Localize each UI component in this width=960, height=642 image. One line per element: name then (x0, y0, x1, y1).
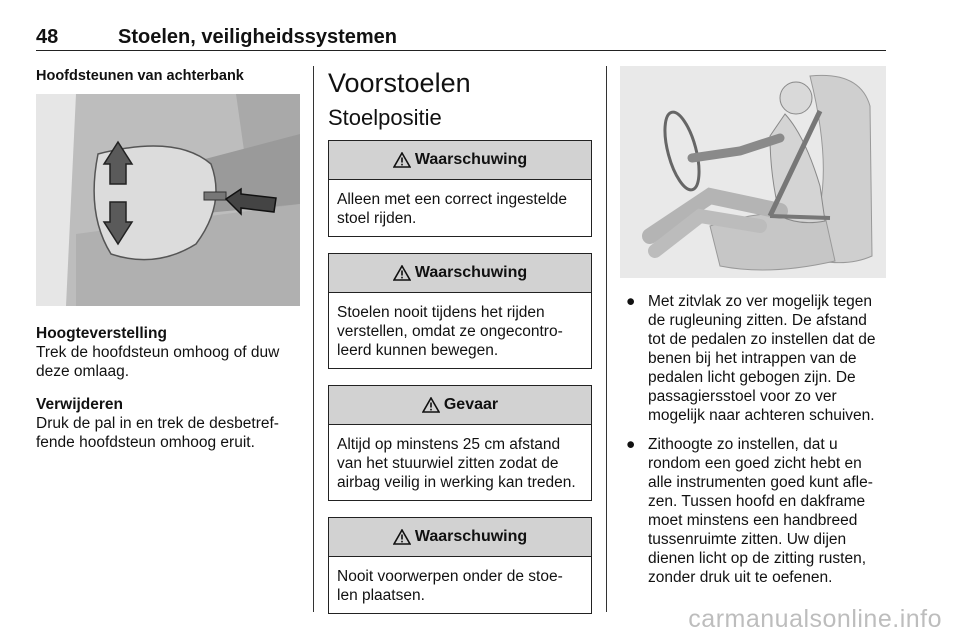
headrest-illustration (36, 94, 300, 306)
page-header (36, 26, 886, 51)
box-label: Waarschuwing (414, 264, 528, 281)
list-item-text: Met zitvlak zo ver mogelijk tegen de rugleuning zitten. De afstand tot de pedalen zo instellen dat de benen bij het intrappen van de pedalen licht gebogen zijn. De passagiersstoel voor zo ver mogelijk naar achteren schuiven. (648, 293, 876, 424)
paragraph-remove (36, 395, 300, 452)
box-text: Nooit voorwerpen onder de stoe-len plaatsen. (337, 568, 563, 604)
site-watermark: carmanualsonline.info (688, 605, 942, 633)
box-text: Stoelen nooit tijdens het rijden verstellen, omdat ze ongecontro-leerd kunnen bewegen. (337, 304, 563, 359)
box-header (329, 254, 591, 293)
paragraph-heading: Verwijderen (36, 396, 124, 413)
paragraph-text: Druk de pal in en trek de desbetref-fende hoofdsteun omhoog eruit. (36, 415, 279, 451)
box-label: Waarschuwing (414, 151, 528, 168)
paragraph-height (36, 324, 300, 381)
instruction-list (620, 292, 886, 587)
left-column (36, 68, 300, 452)
box-text: Altijd op minstens 25 cm afstand van het stuurwiel zitten zodat de airbag veilig in werking kan treden. (337, 436, 576, 491)
box-header (329, 386, 591, 425)
warning-box (328, 140, 592, 237)
right-column (620, 66, 886, 597)
section-title: Voorstoelen (328, 68, 471, 98)
danger-box (328, 385, 592, 501)
box-label: Waarschuwing (414, 528, 528, 545)
subsection-title: Stoelpositie (328, 105, 442, 130)
driver-seating-illustration (620, 66, 886, 278)
warning-triangle-icon (393, 529, 411, 545)
warning-triangle-icon (393, 265, 411, 281)
box-text: Alleen met een correct ingestelde stoel rijden. (337, 191, 568, 227)
bullet-glyph: ● (626, 436, 636, 453)
warning-triangle-icon (422, 397, 440, 413)
seated-driver-drawing (620, 66, 886, 278)
paragraph-heading: Hoogteverstelling (36, 325, 167, 342)
list-item-text: Zithoogte zo instellen, dat u rondom een goed zicht hebt en alle instrumenten goed kunt afle-zen. Tussen hoofd en dakframe moet minstens een handbreed tussenruimte zitten. Uw dijen dienen licht op de zitting rusten, zonder druk uit te oefenen. (648, 436, 873, 586)
chapter-title: Stoelen, veiligheidssystemen (118, 26, 397, 48)
column-divider (313, 66, 314, 612)
page-number: 48 (36, 26, 59, 48)
middle-column (328, 66, 592, 630)
bullet-glyph: ● (626, 293, 636, 310)
box-header (329, 141, 591, 180)
section-heading: Hoofdsteunen van achterbank (36, 68, 244, 84)
warning-box (328, 253, 592, 369)
list-item (620, 435, 886, 587)
warning-box (328, 517, 592, 614)
box-header (329, 518, 591, 557)
warning-triangle-icon (393, 152, 411, 168)
list-item (620, 292, 886, 425)
column-divider (606, 66, 607, 612)
headrest-drawing (36, 94, 300, 306)
box-label: Gevaar (443, 396, 499, 413)
paragraph-text: Trek de hoofdsteun omhoog of duw deze omlaag. (36, 344, 280, 380)
